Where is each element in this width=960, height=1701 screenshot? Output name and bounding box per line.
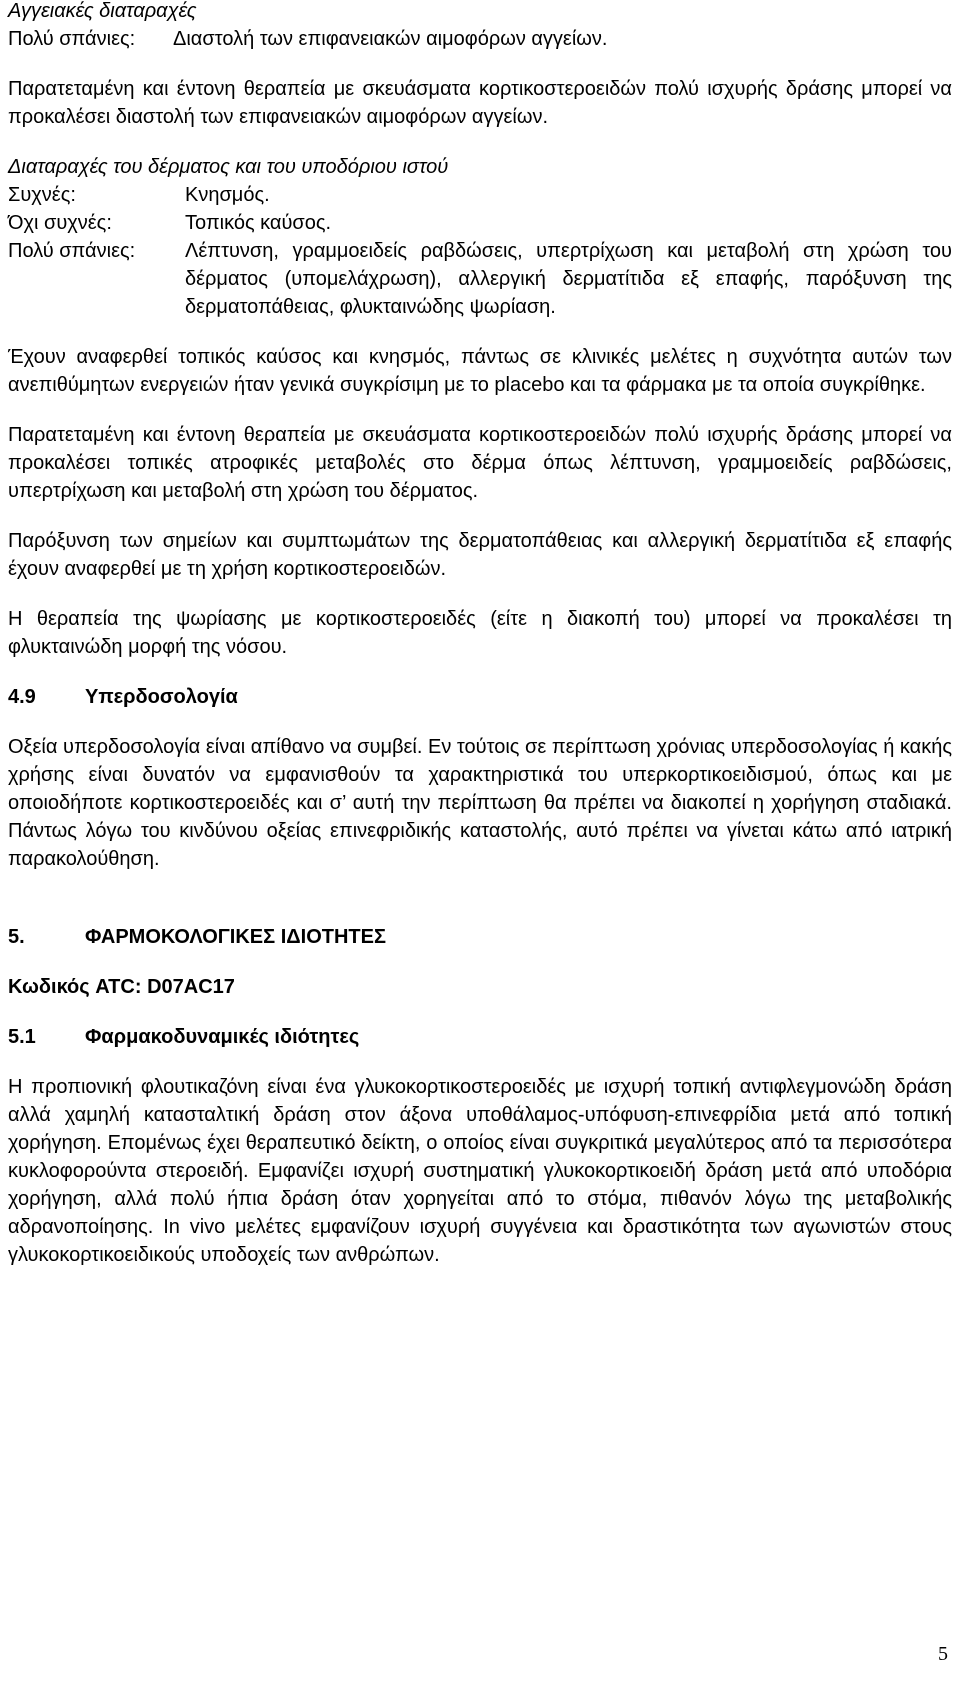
section-number: 5.1: [8, 1026, 36, 1048]
frequency-text: Κνησμός.: [185, 184, 270, 206]
frequency-label: Πολύ σπάνιες:: [8, 240, 136, 262]
overdose-text: Οξεία υπερδοσολογία είναι απίθανο να συμβεί. Εν τούτοις σε περίπτωση χρόνιας υπερδοσολογίας ή κακής χρήσης είναι δυνατόν να εμφανισθούν τα χαρακτηριστικά του υπερκορτικοειδισμού, όπως και με οποιοδήποτε κορτικοστεροειδές και σ’ αυτή την περίπτωση θα πρέπει να διακοπεί η χορήγηση σταδιακά. Πάντως λόγω του κινδύνου οξείας επινεφριδικής καταστολής, αυτό πρέπει να γίνεται κάτω από ιατρική παρακολούθηση.: [8, 736, 952, 870]
skin-uncommon-row: [8, 209, 952, 237]
frequency-label: Πολύ σπάνιες:: [8, 28, 136, 50]
frequency-label: Συχνές:: [8, 184, 76, 206]
frequency-text: Τοπικός καύσος.: [185, 212, 332, 234]
document-page: [8, 0, 952, 1269]
section5-heading: [8, 923, 952, 951]
section-title: Φαρμακοδυναμικές ιδιότητες: [85, 1026, 360, 1048]
skin-very-rare-row: [8, 237, 952, 321]
vascular-very-rare-row: [8, 25, 952, 53]
overdose-heading: [8, 683, 952, 711]
frequency-label: Όχι συχνές:: [8, 212, 112, 234]
vascular-note: Παρατεταμένη και έντονη θεραπεία με σκευάσματα κορτικοστεροειδών πολύ ισχυρής δράσης μπορεί να προκαλέσει διαστολή των επιφανειακών αιμοφόρων αγγείων.: [8, 78, 952, 128]
section-title: ΦΑΡΜΟΚΟΛΟΓΙΚΕΣ ΙΔΙΟΤΗΤΕΣ: [85, 926, 386, 948]
paragraph: Παρόξυνση των σημείων και συμπτωμάτων της δερματοπάθειας και αλλεργική δερματίτιδα εξ επαφής έχουν αναφερθεί με τη χρήση κορτικοστεροειδών.: [8, 530, 952, 580]
pharmacodynamics-heading: [8, 1023, 952, 1051]
section-title: Υπερδοσολογία: [85, 686, 238, 708]
atc-code: Κωδικός ATC: D07AC17: [8, 976, 235, 998]
frequency-text: Διαστολή των επιφανειακών αιμοφόρων αγγείων.: [173, 28, 608, 50]
page-number: 5: [938, 1643, 948, 1665]
vascular-disorders-title: Αγγειακές διαταραχές: [8, 0, 197, 22]
section-number: 4.9: [8, 686, 36, 708]
frequency-text: Λέπτυνση, γραμμοειδείς ραβδώσεις, υπερτρίχωση και μεταβολή στη χρώση του δέρματος (υπομελάχρωση), αλλεργική δερματίτιδα εξ επαφής, παρόξυνση της δερματοπάθειας, φλυκταινώδης ψωρίαση.: [185, 240, 952, 318]
paragraph: Έχουν αναφερθεί τοπικός καύσος και κνησμός, πάντως σε κλινικές μελέτες η συχνότητα αυτών των ανεπιθύμητων ενεργειών ήταν γενικά συγκρίσιμη με το placebo και τα φάρμακα με τα οποία συγκρίθηκε.: [8, 346, 952, 396]
section-number: 5.: [8, 926, 25, 948]
paragraph: Η θεραπεία της ψωρίασης με κορτικοστεροειδές (είτε η διακοπή του) μπορεί να προκαλέσει τη φλυκταινώδη μορφή της νόσου.: [8, 608, 952, 658]
paragraph: Παρατεταμένη και έντονη θεραπεία με σκευάσματα κορτικοστεροειδών πολύ ισχυρής δράσης μπορεί να προκαλέσει τοπικές ατροφικές μεταβολές στο δέρμα όπως λέπτυνση, γραμμοειδείς ραβδώσεις, υπερτρίχωση και μεταβολή στη χρώση του δέρματος.: [8, 424, 952, 502]
pharmacodynamics-text: Η προπιονική φλουτικαζόνη είναι ένα γλυκοκορτικοστεροειδές με ισχυρή τοπική αντιφλεγμονώδη δράση αλλά χαμηλή κατασταλτική δράση στον άξονα υποθάλαμος-υπόφυση-επινεφρίδια μετά από τοπική χορήγηση. Επομένως έχει θεραπευτικό δείκτη, ο οποίος είναι συγκριτικά μεγαλύτερος από τα περισσότερα κυκλοφορούντα στεροειδή. Εμφανίζει ισχυρή συστηματική γλυκοκορτικοειδή δράση μετά από υποδόρια χορήγηση, αλλά πολύ ήπια δράση όταν χορηγείται από το στόμα, πιθανόν λόγω της μεταβολικής αδρανοποίησης. In vivo μελέτες εμφανίζουν ισχυρή συγγένεια και δραστικότητα των αγωνιστών στους γλυκοκορτικοειδικούς υποδοχείς των ανθρώπων.: [8, 1076, 952, 1266]
skin-common-row: [8, 181, 952, 209]
skin-disorders-title: Διαταραχές του δέρματος και του υποδόριου ιστού: [8, 156, 449, 178]
